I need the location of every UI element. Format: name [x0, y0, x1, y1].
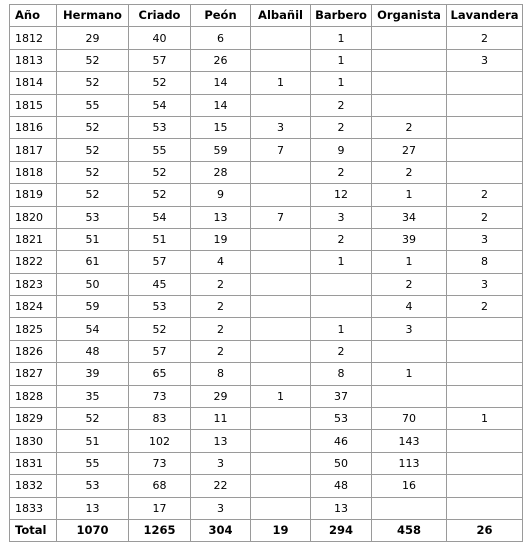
- value-cell: 9: [311, 139, 372, 161]
- year-cell: 1818: [10, 161, 57, 183]
- value-cell: [251, 340, 311, 362]
- value-cell: 11: [191, 408, 251, 430]
- value-cell: 29: [57, 27, 129, 49]
- value-cell: [251, 228, 311, 250]
- value-cell: 14: [191, 94, 251, 116]
- value-cell: [251, 251, 311, 273]
- table-row: [10, 430, 523, 452]
- header-albanil: Albañil: [251, 5, 311, 27]
- value-cell: 6: [191, 27, 251, 49]
- year-cell: 1831: [10, 452, 57, 474]
- value-cell: 27: [372, 139, 447, 161]
- value-cell: 3: [191, 452, 251, 474]
- value-cell: 2: [191, 340, 251, 362]
- table-row: [10, 206, 523, 228]
- value-cell: 13: [191, 206, 251, 228]
- value-cell: 1: [372, 184, 447, 206]
- table-row: [10, 94, 523, 116]
- total-cell: 26: [447, 519, 523, 541]
- table-row: [10, 340, 523, 362]
- value-cell: 2: [311, 340, 372, 362]
- header-row: [10, 5, 523, 27]
- value-cell: 2: [372, 116, 447, 138]
- value-cell: 8: [447, 251, 523, 273]
- value-cell: [251, 273, 311, 295]
- table-row: [10, 27, 523, 49]
- value-cell: 2: [447, 296, 523, 318]
- value-cell: 7: [251, 206, 311, 228]
- value-cell: [447, 430, 523, 452]
- table-row: [10, 228, 523, 250]
- table-row: [10, 184, 523, 206]
- value-cell: 15: [191, 116, 251, 138]
- value-cell: [311, 296, 372, 318]
- value-cell: 52: [57, 408, 129, 430]
- table-row: [10, 273, 523, 295]
- value-cell: [251, 452, 311, 474]
- header-organista: Organista: [372, 5, 447, 27]
- value-cell: 57: [129, 49, 191, 71]
- table-row: [10, 161, 523, 183]
- value-cell: 59: [191, 139, 251, 161]
- value-cell: 1: [311, 251, 372, 273]
- year-cell: 1832: [10, 475, 57, 497]
- value-cell: 51: [57, 430, 129, 452]
- value-cell: 22: [191, 475, 251, 497]
- value-cell: 53: [311, 408, 372, 430]
- value-cell: 8: [191, 363, 251, 385]
- year-cell: 1833: [10, 497, 57, 519]
- value-cell: [251, 184, 311, 206]
- value-cell: 65: [129, 363, 191, 385]
- value-cell: 59: [57, 296, 129, 318]
- value-cell: 4: [372, 296, 447, 318]
- occupations-by-year-table: [9, 4, 523, 542]
- value-cell: 2: [447, 184, 523, 206]
- table-row: [10, 408, 523, 430]
- year-cell: 1829: [10, 408, 57, 430]
- value-cell: 83: [129, 408, 191, 430]
- year-cell: 1822: [10, 251, 57, 273]
- value-cell: 52: [57, 161, 129, 183]
- value-cell: 54: [57, 318, 129, 340]
- value-cell: 2: [191, 318, 251, 340]
- value-cell: 53: [57, 206, 129, 228]
- value-cell: 57: [129, 340, 191, 362]
- value-cell: [251, 27, 311, 49]
- value-cell: 57: [129, 251, 191, 273]
- year-cell: 1817: [10, 139, 57, 161]
- value-cell: 1: [372, 363, 447, 385]
- header-year: Año: [10, 5, 57, 27]
- year-cell: 1815: [10, 94, 57, 116]
- value-cell: 8: [311, 363, 372, 385]
- year-cell: 1824: [10, 296, 57, 318]
- value-cell: [447, 139, 523, 161]
- value-cell: 52: [129, 161, 191, 183]
- value-cell: 113: [372, 452, 447, 474]
- value-cell: 39: [372, 228, 447, 250]
- value-cell: [447, 340, 523, 362]
- value-cell: [251, 475, 311, 497]
- value-cell: [447, 385, 523, 407]
- value-cell: 2: [311, 228, 372, 250]
- value-cell: 45: [129, 273, 191, 295]
- value-cell: 2: [447, 27, 523, 49]
- value-cell: 73: [129, 452, 191, 474]
- value-cell: 73: [129, 385, 191, 407]
- value-cell: 52: [57, 184, 129, 206]
- value-cell: [372, 94, 447, 116]
- table-row: [10, 475, 523, 497]
- value-cell: [372, 72, 447, 94]
- value-cell: 54: [129, 94, 191, 116]
- value-cell: [447, 72, 523, 94]
- value-cell: [372, 497, 447, 519]
- value-cell: 17: [129, 497, 191, 519]
- value-cell: 46: [311, 430, 372, 452]
- table-row: [10, 72, 523, 94]
- value-cell: 2: [372, 161, 447, 183]
- table-row: [10, 452, 523, 474]
- header-criado: Criado: [129, 5, 191, 27]
- value-cell: 1: [251, 72, 311, 94]
- year-cell: 1826: [10, 340, 57, 362]
- value-cell: 70: [372, 408, 447, 430]
- value-cell: 143: [372, 430, 447, 452]
- value-cell: 52: [57, 139, 129, 161]
- value-cell: 34: [372, 206, 447, 228]
- value-cell: 50: [57, 273, 129, 295]
- value-cell: [372, 49, 447, 71]
- value-cell: 52: [129, 72, 191, 94]
- value-cell: 1: [311, 49, 372, 71]
- year-cell: 1819: [10, 184, 57, 206]
- value-cell: 2: [372, 273, 447, 295]
- value-cell: 3: [447, 49, 523, 71]
- value-cell: 28: [191, 161, 251, 183]
- value-cell: [447, 94, 523, 116]
- value-cell: 61: [57, 251, 129, 273]
- value-cell: 68: [129, 475, 191, 497]
- value-cell: [447, 452, 523, 474]
- value-cell: [372, 340, 447, 362]
- value-cell: 2: [311, 116, 372, 138]
- value-cell: 7: [251, 139, 311, 161]
- value-cell: 55: [57, 452, 129, 474]
- value-cell: [251, 49, 311, 71]
- value-cell: [251, 94, 311, 116]
- value-cell: 1: [311, 72, 372, 94]
- value-cell: 12: [311, 184, 372, 206]
- value-cell: 51: [129, 228, 191, 250]
- table-row: [10, 251, 523, 273]
- value-cell: 3: [372, 318, 447, 340]
- value-cell: [251, 318, 311, 340]
- value-cell: [251, 497, 311, 519]
- value-cell: 55: [129, 139, 191, 161]
- table-row: [10, 139, 523, 161]
- total-cell: 458: [372, 519, 447, 541]
- value-cell: 13: [311, 497, 372, 519]
- total-cell: 304: [191, 519, 251, 541]
- value-cell: [251, 363, 311, 385]
- table-row: [10, 318, 523, 340]
- value-cell: 4: [191, 251, 251, 273]
- value-cell: 1: [311, 318, 372, 340]
- value-cell: 1: [251, 385, 311, 407]
- year-cell: 1813: [10, 49, 57, 71]
- value-cell: 52: [57, 116, 129, 138]
- table-row: [10, 116, 523, 138]
- value-cell: 50: [311, 452, 372, 474]
- value-cell: [251, 296, 311, 318]
- value-cell: 48: [57, 340, 129, 362]
- value-cell: [251, 430, 311, 452]
- header-lavandera: Lavandera: [447, 5, 523, 27]
- value-cell: 1: [372, 251, 447, 273]
- total-cell: 19: [251, 519, 311, 541]
- value-cell: 2: [311, 94, 372, 116]
- value-cell: 1: [311, 27, 372, 49]
- year-cell: 1828: [10, 385, 57, 407]
- value-cell: 53: [129, 296, 191, 318]
- value-cell: 3: [191, 497, 251, 519]
- total-label: Total: [10, 519, 57, 541]
- year-cell: 1830: [10, 430, 57, 452]
- table-body: [10, 27, 523, 520]
- table-row: [10, 363, 523, 385]
- value-cell: 52: [57, 49, 129, 71]
- value-cell: [372, 385, 447, 407]
- value-cell: 1: [447, 408, 523, 430]
- value-cell: 3: [447, 273, 523, 295]
- value-cell: 3: [447, 228, 523, 250]
- value-cell: 13: [191, 430, 251, 452]
- table-container: [9, 4, 523, 542]
- value-cell: 53: [129, 116, 191, 138]
- total-cell: 1070: [57, 519, 129, 541]
- value-cell: 2: [311, 161, 372, 183]
- value-cell: 29: [191, 385, 251, 407]
- table-row: [10, 497, 523, 519]
- value-cell: [447, 363, 523, 385]
- value-cell: [251, 408, 311, 430]
- value-cell: 13: [57, 497, 129, 519]
- year-cell: 1812: [10, 27, 57, 49]
- value-cell: [447, 161, 523, 183]
- value-cell: [447, 318, 523, 340]
- value-cell: 9: [191, 184, 251, 206]
- value-cell: 3: [311, 206, 372, 228]
- value-cell: 55: [57, 94, 129, 116]
- header-peon: Peón: [191, 5, 251, 27]
- value-cell: 52: [129, 318, 191, 340]
- value-cell: 48: [311, 475, 372, 497]
- value-cell: 52: [129, 184, 191, 206]
- value-cell: 3: [251, 116, 311, 138]
- year-cell: 1825: [10, 318, 57, 340]
- value-cell: 35: [57, 385, 129, 407]
- value-cell: 2: [191, 273, 251, 295]
- table-row: [10, 49, 523, 71]
- year-cell: 1814: [10, 72, 57, 94]
- value-cell: 53: [57, 475, 129, 497]
- value-cell: 14: [191, 72, 251, 94]
- value-cell: [311, 273, 372, 295]
- total-cell: 294: [311, 519, 372, 541]
- value-cell: 52: [57, 72, 129, 94]
- value-cell: 40: [129, 27, 191, 49]
- value-cell: 51: [57, 228, 129, 250]
- header-hermano: Hermano: [57, 5, 129, 27]
- value-cell: [447, 475, 523, 497]
- value-cell: 19: [191, 228, 251, 250]
- value-cell: 102: [129, 430, 191, 452]
- value-cell: 2: [191, 296, 251, 318]
- value-cell: 37: [311, 385, 372, 407]
- value-cell: [447, 116, 523, 138]
- total-cell: 1265: [129, 519, 191, 541]
- year-cell: 1827: [10, 363, 57, 385]
- table-row: [10, 385, 523, 407]
- header-barbero: Barbero: [311, 5, 372, 27]
- value-cell: [372, 27, 447, 49]
- value-cell: 2: [447, 206, 523, 228]
- year-cell: 1820: [10, 206, 57, 228]
- year-cell: 1816: [10, 116, 57, 138]
- table-row: [10, 296, 523, 318]
- value-cell: 16: [372, 475, 447, 497]
- year-cell: 1821: [10, 228, 57, 250]
- value-cell: 39: [57, 363, 129, 385]
- value-cell: 26: [191, 49, 251, 71]
- value-cell: [251, 161, 311, 183]
- value-cell: 54: [129, 206, 191, 228]
- value-cell: [447, 497, 523, 519]
- total-row: [10, 519, 523, 541]
- year-cell: 1823: [10, 273, 57, 295]
